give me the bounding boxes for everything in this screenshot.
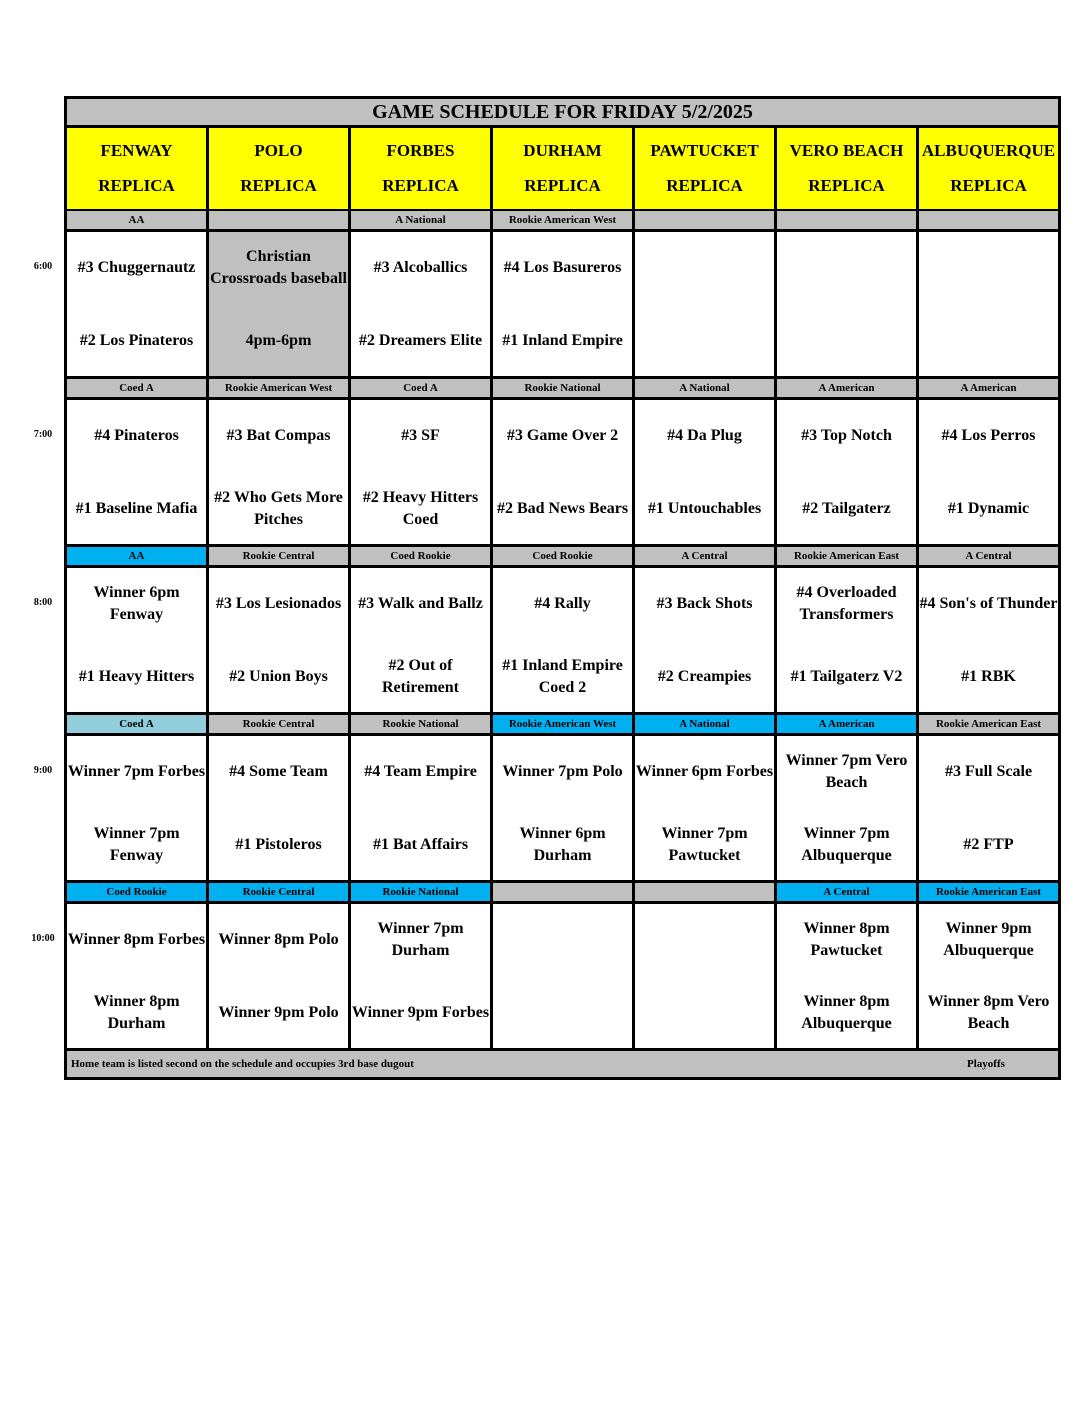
- away-team: #3 Chuggernautz: [77, 259, 196, 276]
- division-label: Rookie Central: [209, 547, 348, 565]
- away-team: Winner 6pm Fenway: [93, 584, 180, 623]
- home-team: #1 Dynamic: [947, 500, 1030, 517]
- away-team: Christian Crossroads baseball: [210, 248, 347, 287]
- field-header: [635, 128, 774, 209]
- division-label: [493, 883, 632, 901]
- away-team: Winner 8pm Polo: [218, 931, 339, 948]
- away-team: #3 Game Over 2: [506, 427, 619, 444]
- home-team: Winner 6pm Durham: [519, 825, 606, 864]
- away-team: #4 Los Basureros: [503, 259, 622, 276]
- home-team: Winner 9pm Polo: [218, 1004, 339, 1021]
- away-team: [493, 910, 632, 970]
- division-label: Coed A: [67, 715, 206, 733]
- away-team: #3 Top Notch: [801, 427, 892, 444]
- division-label: A Central: [635, 547, 774, 565]
- division-label: [209, 211, 348, 229]
- away-team: #4 Overloaded Transformers: [796, 584, 897, 623]
- field-name: DURHAM: [523, 141, 602, 161]
- away-team: #4 Son's of Thunder: [919, 595, 1058, 612]
- away-team: #3 Full Scale: [944, 763, 1033, 780]
- away-team: [919, 238, 1058, 298]
- game-cell: [493, 568, 632, 712]
- field-header: [919, 128, 1058, 209]
- division-label: [919, 211, 1058, 229]
- time-label: 7:00: [33, 429, 53, 440]
- game-cell: [351, 904, 490, 1048]
- time-label: 6:00: [33, 261, 53, 272]
- game-cell: [351, 736, 490, 880]
- game-cell: [919, 568, 1058, 712]
- game-cell: [351, 568, 490, 712]
- time-label: 8:00: [33, 597, 53, 608]
- game-cell: [209, 736, 348, 880]
- division-label: A Central: [919, 547, 1058, 565]
- field-name: FORBES: [386, 141, 455, 161]
- division-label: Coed Rookie: [493, 547, 632, 565]
- home-team: #1 Inland Empire Coed 2: [502, 657, 623, 696]
- home-team: Winner 8pm Vero Beach: [927, 993, 1050, 1032]
- away-team: Winner 7pm Durham: [377, 920, 464, 959]
- field-header: [493, 128, 632, 209]
- home-team: Winner 8pm Albuquerque: [801, 993, 892, 1032]
- home-team: #2 FTP: [963, 836, 1014, 853]
- division-label: Coed Rookie: [351, 547, 490, 565]
- division-label: Rookie Central: [209, 715, 348, 733]
- division-label: A American: [777, 379, 916, 397]
- away-team: Winner 8pm Pawtucket: [803, 920, 890, 959]
- home-team: #2 Los Pinateros: [79, 332, 194, 349]
- away-team: #4 Da Plug: [667, 427, 742, 444]
- game-cell: [777, 568, 916, 712]
- division-label: A National: [635, 379, 774, 397]
- field-header: [67, 128, 206, 209]
- away-team: #4 Team Empire: [364, 763, 477, 780]
- division-label: Rookie American West: [493, 715, 632, 733]
- division-label: Rookie National: [351, 715, 490, 733]
- game-cell: [777, 736, 916, 880]
- home-team: [635, 984, 774, 1042]
- game-cell: [209, 568, 348, 712]
- game-cell: [493, 736, 632, 880]
- home-team: #2 Who Gets More Pitches: [214, 489, 343, 528]
- game-cell: [67, 568, 206, 712]
- game-cell: [635, 400, 774, 544]
- field-sub: REPLICA: [950, 175, 1027, 195]
- home-team: #1 Tailgaterz V2: [790, 668, 903, 685]
- field-name: PAWTUCKET: [650, 141, 759, 161]
- home-team: #1 Bat Affairs: [372, 836, 469, 853]
- away-team: Winner 7pm Polo: [502, 763, 623, 780]
- field-name: ALBUQUERQUE: [921, 141, 1056, 161]
- division-label: Rookie National: [351, 883, 490, 901]
- home-team: #1 RBK: [961, 668, 1016, 685]
- division-label: Rookie Central: [209, 883, 348, 901]
- away-team: #3 SF: [401, 427, 440, 444]
- division-label: [777, 211, 916, 229]
- footer-bar: [67, 1051, 1058, 1077]
- home-team: #1 Untouchables: [647, 500, 762, 517]
- field-sub: REPLICA: [524, 175, 601, 195]
- game-cell: [67, 904, 206, 1048]
- home-team: #2 Tailgaterz: [802, 500, 891, 517]
- division-label: Coed A: [351, 379, 490, 397]
- away-team: #4 Rally: [534, 595, 591, 612]
- game-cell: [209, 400, 348, 544]
- division-label: Rookie American East: [919, 883, 1058, 901]
- time-label: 10:00: [31, 933, 55, 944]
- playoffs-label: Playoffs: [967, 1058, 1005, 1070]
- game-cell: [67, 400, 206, 544]
- field-header: [777, 128, 916, 209]
- home-team: [777, 312, 916, 370]
- field-sub: REPLICA: [98, 175, 175, 195]
- division-label: Rookie American East: [919, 715, 1058, 733]
- home-team-note: Home team is listed second on the schedule and occupies 3rd base dugout: [71, 1058, 414, 1070]
- home-team: [919, 312, 1058, 370]
- home-team: Winner 7pm Fenway: [93, 825, 180, 864]
- field-name: FENWAY: [100, 141, 173, 161]
- game-cell: [493, 400, 632, 544]
- home-team: #1 Pistoleros: [235, 836, 322, 853]
- field-header: [351, 128, 490, 209]
- game-cell: [635, 568, 774, 712]
- schedule-title: GAME SCHEDULE FOR FRIDAY 5/2/2025: [67, 99, 1058, 125]
- game-cell: [919, 400, 1058, 544]
- home-team: #2 Dreamers Elite: [358, 332, 483, 349]
- division-label: Coed A: [67, 379, 206, 397]
- home-team: #2 Creampies: [657, 668, 752, 685]
- home-team: 4pm-6pm: [245, 332, 312, 349]
- home-team: #1 Heavy Hitters: [78, 668, 195, 685]
- away-team: Winner 7pm Vero Beach: [785, 752, 908, 791]
- division-label: Rookie National: [493, 379, 632, 397]
- game-cell: [493, 232, 632, 376]
- home-team: #2 Out of Retirement: [382, 657, 459, 696]
- game-cell: [777, 400, 916, 544]
- away-team: [635, 910, 774, 970]
- away-team: #4 Pinateros: [94, 427, 179, 444]
- division-label: A American: [777, 715, 916, 733]
- home-team: #1 Baseline Mafia: [75, 500, 198, 517]
- away-team: Winner 7pm Forbes: [67, 763, 206, 780]
- division-label: [635, 883, 774, 901]
- game-cell: [635, 904, 774, 1048]
- division-label: A National: [351, 211, 490, 229]
- home-team: Winner 9pm Forbes: [351, 1004, 490, 1021]
- home-team: [635, 312, 774, 370]
- away-team: #3 Bat Compas: [226, 427, 331, 444]
- field-sub: REPLICA: [666, 175, 743, 195]
- away-team: #3 Back Shots: [656, 595, 753, 612]
- game-cell: [919, 736, 1058, 880]
- time-label: 9:00: [33, 765, 53, 776]
- home-team: #1 Inland Empire: [502, 332, 623, 349]
- game-cell: [351, 232, 490, 376]
- division-label: Coed Rookie: [67, 883, 206, 901]
- field-sub: REPLICA: [382, 175, 459, 195]
- field-sub: REPLICA: [240, 175, 317, 195]
- game-cell: [919, 904, 1058, 1048]
- division-label: A National: [635, 715, 774, 733]
- field-name: VERO BEACH: [789, 141, 904, 161]
- game-cell: [351, 400, 490, 544]
- away-team: [777, 238, 916, 298]
- game-cell: [777, 904, 916, 1048]
- game-cell: [777, 232, 916, 376]
- away-team: Winner 9pm Albuquerque: [943, 920, 1034, 959]
- game-cell: [493, 904, 632, 1048]
- game-cell: [635, 232, 774, 376]
- game-cell: [635, 736, 774, 880]
- schedule-table: [64, 96, 1061, 1080]
- field-header: [209, 128, 348, 209]
- field-name: POLO: [254, 141, 303, 161]
- home-team: [493, 984, 632, 1042]
- division-label: Rookie American East: [777, 547, 916, 565]
- home-team: Winner 8pm Durham: [93, 993, 180, 1032]
- division-label: AA: [67, 547, 206, 565]
- game-cell: [209, 232, 348, 376]
- division-label: [635, 211, 774, 229]
- game-cell: [209, 904, 348, 1048]
- home-team: Winner 7pm Pawtucket: [661, 825, 748, 864]
- division-label: A Central: [777, 883, 916, 901]
- division-label: Rookie American West: [493, 211, 632, 229]
- away-team: [635, 238, 774, 298]
- away-team: #4 Los Perros: [941, 427, 1036, 444]
- home-team: #2 Bad News Bears: [496, 500, 629, 517]
- away-team: #4 Some Team: [229, 763, 328, 780]
- division-label: A American: [919, 379, 1058, 397]
- away-team: #3 Alcoballics: [373, 259, 468, 276]
- game-cell: [67, 736, 206, 880]
- home-team: Winner 7pm Albuquerque: [801, 825, 892, 864]
- field-sub: REPLICA: [808, 175, 885, 195]
- away-team: #3 Walk and Ballz: [358, 595, 483, 612]
- away-team: Winner 8pm Forbes: [67, 931, 206, 948]
- home-team: #2 Union Boys: [229, 668, 328, 685]
- home-team: #2 Heavy Hitters Coed: [362, 489, 479, 528]
- game-cell: [919, 232, 1058, 376]
- away-team: #3 Los Lesionados: [215, 595, 342, 612]
- game-cell: [67, 232, 206, 376]
- division-label: AA: [67, 211, 206, 229]
- division-label: Rookie American West: [209, 379, 348, 397]
- away-team: Winner 6pm Forbes: [635, 763, 774, 780]
